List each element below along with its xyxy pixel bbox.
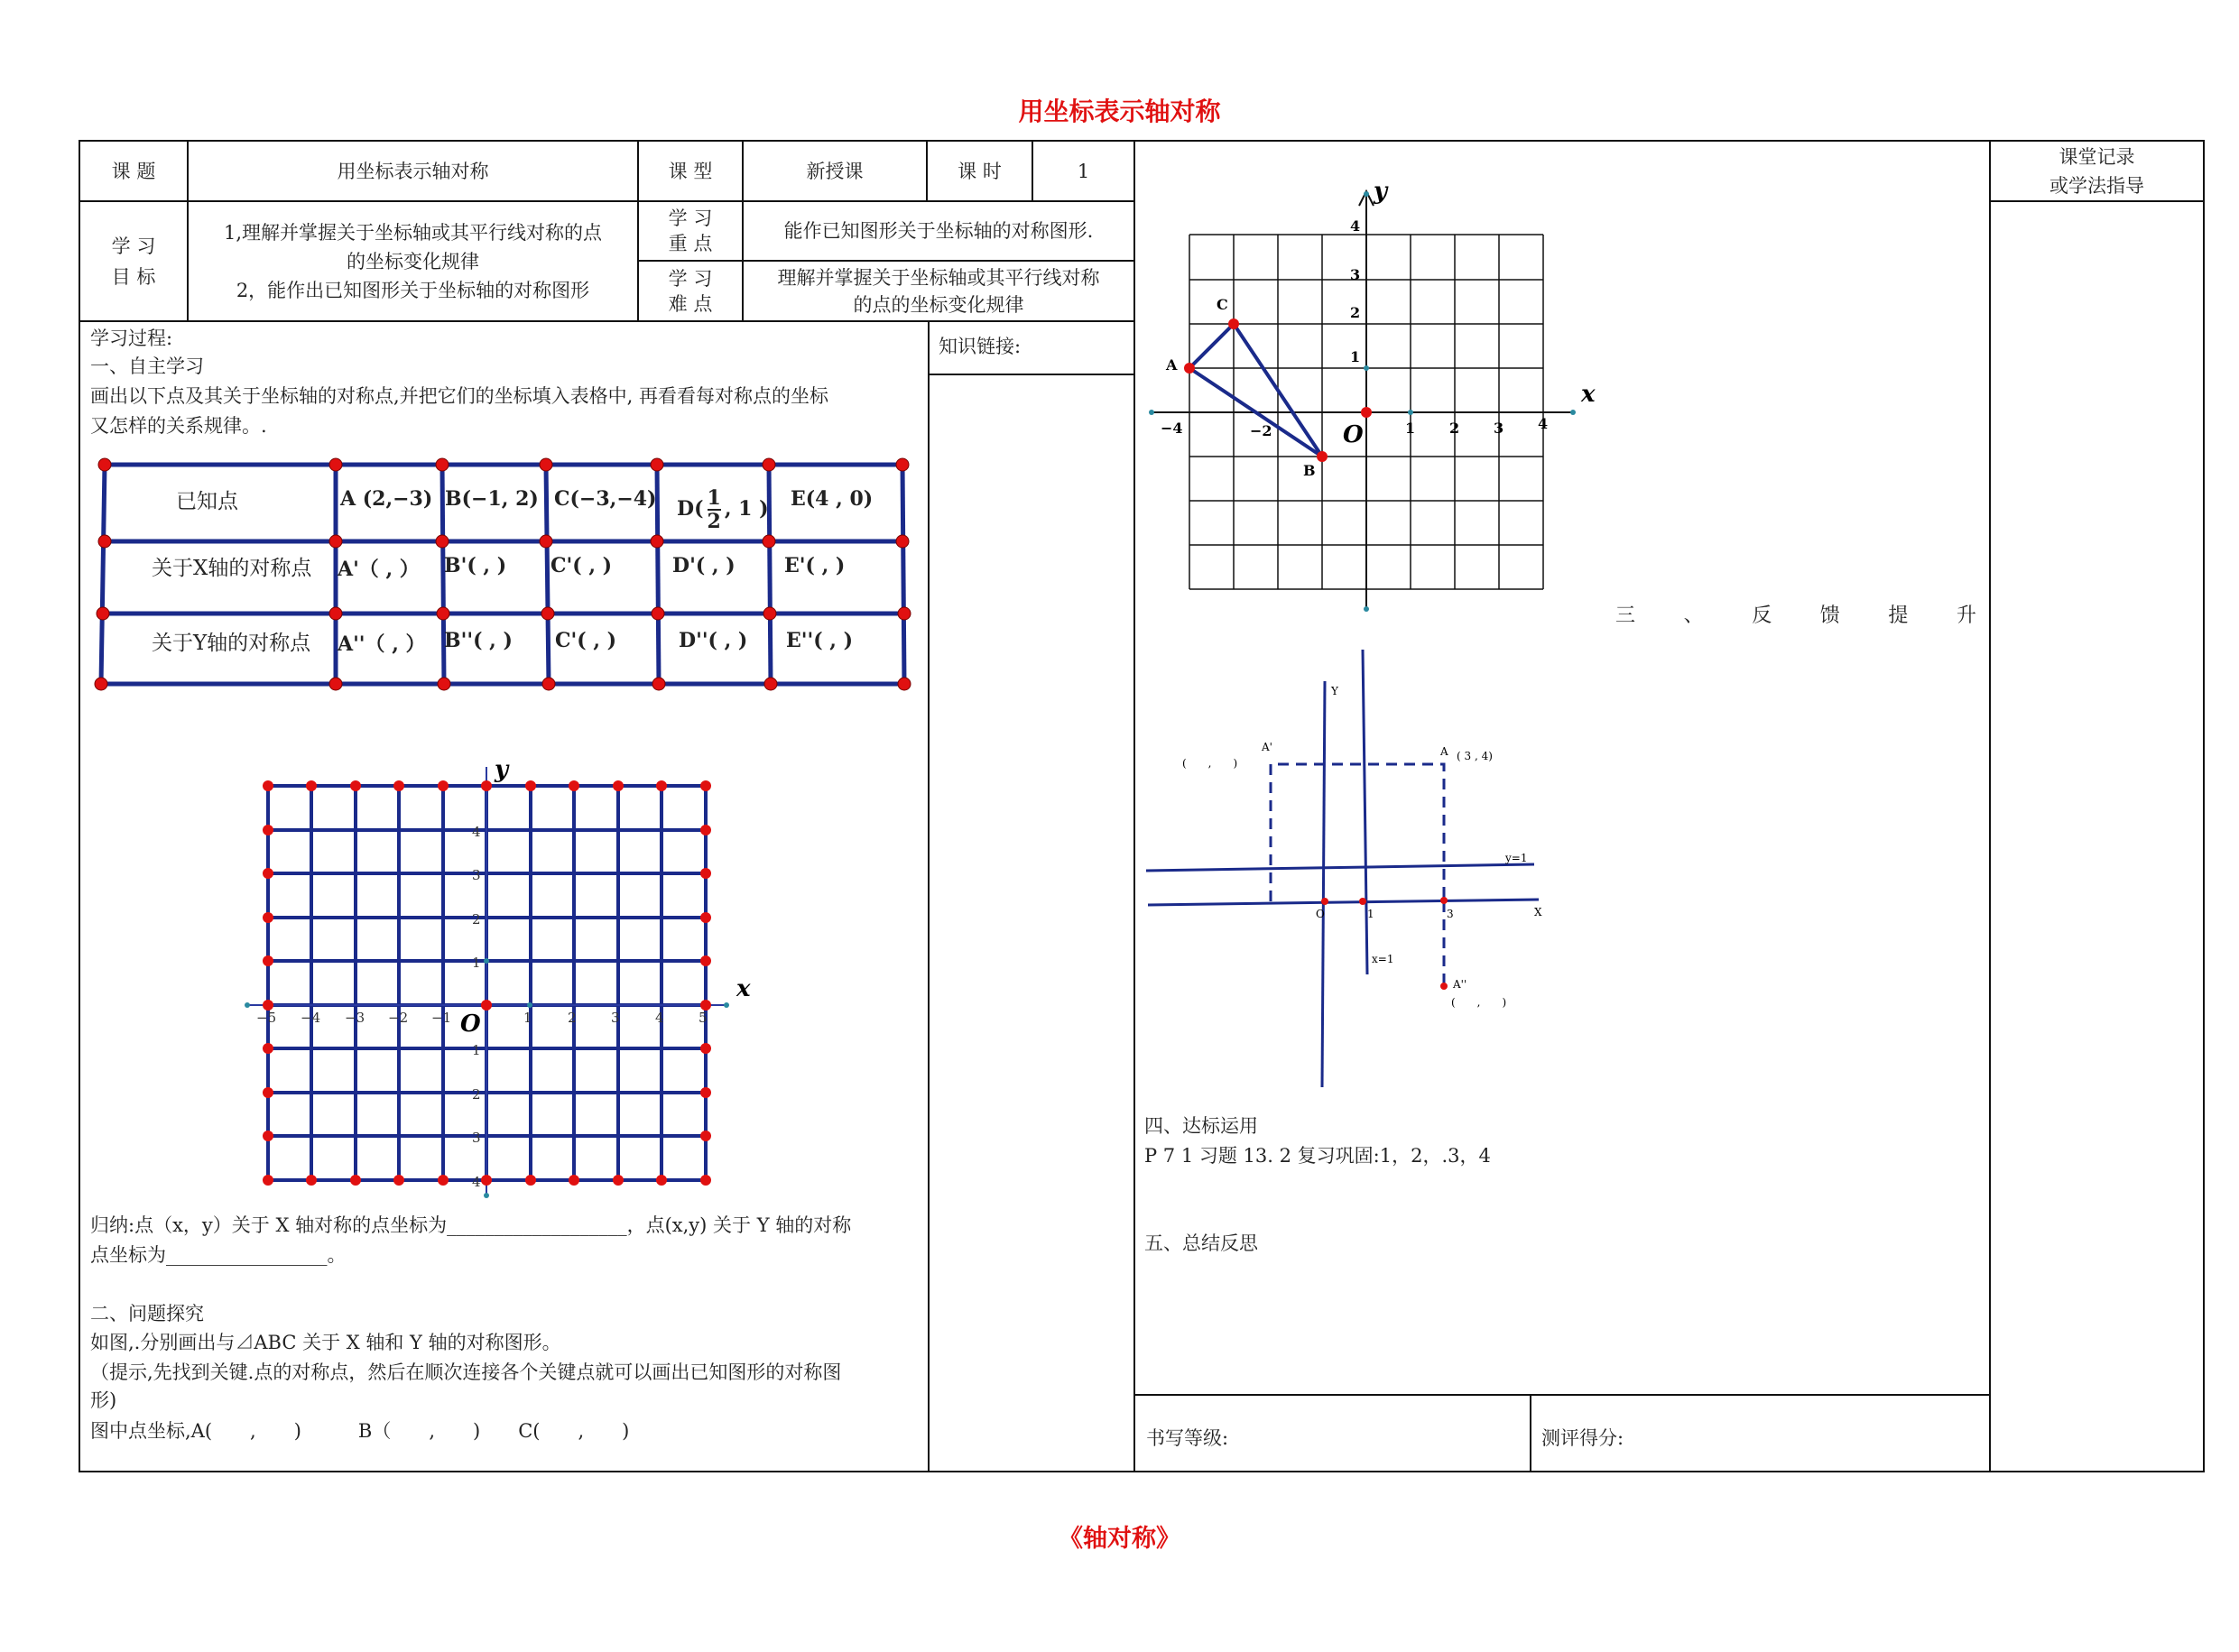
grid2-xtick: −4 xyxy=(1161,420,1183,437)
notes-header xyxy=(1991,142,2203,200)
goals-text xyxy=(189,202,637,320)
y-sym-e: E''( , ) xyxy=(786,629,854,652)
x-sym-d: D'( , ) xyxy=(672,554,736,577)
diagram3-tick-3: 3 xyxy=(1447,908,1454,920)
feedback-char: 反 xyxy=(1752,605,1772,627)
grid2-xtick: −2 xyxy=(1250,422,1272,439)
point-a: A (2,−3) xyxy=(340,487,433,511)
x-sym-b: B'( , ) xyxy=(444,554,507,577)
grid2-xtick: 1 xyxy=(1405,420,1416,437)
a-coord: ( 3 , 4) xyxy=(1457,750,1493,762)
label-b: B xyxy=(1303,462,1316,479)
feedback-char: 升 xyxy=(1956,605,1976,627)
feedback-heading xyxy=(1615,600,1976,628)
goals-label xyxy=(80,202,187,320)
grid1-ytick: 3 xyxy=(472,1130,481,1146)
a-prime-label: A' xyxy=(1262,741,1272,753)
grid1-xtick: 2 xyxy=(568,1010,577,1026)
point-d-numerator: 1 xyxy=(707,486,721,510)
section-2-heading: 二、问题探究 xyxy=(90,1303,204,1324)
coordinate-grid-2 xyxy=(1146,180,1615,623)
x-sym-e: E'( , ) xyxy=(784,554,846,577)
grid2-x-label: x xyxy=(1581,381,1596,408)
point-d xyxy=(677,487,769,532)
grid2-ytick: 3 xyxy=(1350,266,1361,283)
hours-label: 课 时 xyxy=(958,160,1002,182)
diff-label-1: 学 习 xyxy=(668,267,713,290)
x-axis xyxy=(1146,864,1534,871)
grid2-xtick: 2 xyxy=(1449,420,1460,437)
grid2-ytick: 2 xyxy=(1350,304,1361,321)
y-sym-b: B''( , ) xyxy=(444,629,513,652)
diagram3-origin: O xyxy=(1316,908,1325,920)
writing-grade-label: 书写等级: xyxy=(1146,1427,1229,1449)
point-c: C(−3,−4) xyxy=(554,487,657,511)
grid1-x-label: x xyxy=(736,975,751,1002)
feedback-char: 馈 xyxy=(1819,605,1840,627)
diff-value-2: 的点的坐标变化规律 xyxy=(853,293,1024,316)
point-d-suffix: , 1 ) xyxy=(724,497,769,521)
grid1-ytick: 2 xyxy=(472,1086,481,1103)
grid2-ytick: 1 xyxy=(1350,348,1361,365)
diff-value-1: 理解并掌握关于坐标轴或其平行线对称 xyxy=(777,266,1100,289)
notes-label-2: 或学法指导 xyxy=(2049,174,2144,197)
goal-line-3: 2，能作出已知图形关于坐标轴的对称图形 xyxy=(236,279,590,301)
question-line-3: 形) xyxy=(90,1389,117,1411)
topic-value: 用坐标表示轴对称 xyxy=(337,160,489,182)
key-value: 能作已知图形关于坐标轴的对称图形. xyxy=(783,220,1094,242)
feedback-char: 三 xyxy=(1615,605,1636,627)
grid1-xtick: −2 xyxy=(388,1010,409,1026)
grid1-ytick: 3 xyxy=(472,867,481,883)
page-footer: 《轴对称》 xyxy=(1059,1525,1180,1553)
page-title: 用坐标表示轴对称 xyxy=(1018,97,1221,126)
score-label: 测评得分: xyxy=(1541,1427,1624,1449)
grid1-xtick: −1 xyxy=(431,1010,452,1026)
grid1-ytick: 4 xyxy=(472,1174,481,1190)
section-1-heading: 一、自主学习 xyxy=(90,355,204,377)
reflection-diagram xyxy=(1146,645,1561,1096)
a-label: A xyxy=(1440,745,1448,758)
type-value: 新授课 xyxy=(806,160,864,182)
a-prime-coord: ( , ) xyxy=(1182,757,1238,770)
coordinate-grid-1 xyxy=(235,753,776,1204)
row-label-known: 已知点 xyxy=(176,490,238,513)
diagram3-y-label: Y xyxy=(1331,685,1338,697)
row-label-x-sym: 关于X轴的对称点 xyxy=(152,557,312,580)
grid1-xtick: 5 xyxy=(699,1010,708,1026)
grid1-xtick: 1 xyxy=(523,1010,532,1026)
instruction-line-2: 又怎样的关系规律。. xyxy=(90,415,267,437)
grid2-y-label: y xyxy=(1374,180,1388,205)
label-c: C xyxy=(1217,296,1228,313)
grid2-ytick: 4 xyxy=(1350,217,1361,235)
y-sym-a: A''（ , ） xyxy=(338,632,426,656)
grid2-origin: O xyxy=(1343,421,1364,448)
feedback-char: 提 xyxy=(1888,605,1909,627)
goal-line-2: 的坐标变化规律 xyxy=(347,250,479,272)
key-label-1: 学 习 xyxy=(668,208,713,229)
point-e: E(4 , 0) xyxy=(791,487,874,511)
section-4-heading: 四、达标运用 xyxy=(1144,1115,1258,1137)
grid2-xtick: 4 xyxy=(1538,415,1549,432)
diagram3-x-label: X xyxy=(1534,906,1542,918)
difficulty-label xyxy=(639,262,742,320)
question-line-1: 如图,.分别画出与⊿ABC 关于 X 轴和 Y 轴的对称图形。 xyxy=(90,1332,561,1353)
y-sym-d: D''( , ) xyxy=(679,629,748,652)
row-label-y-sym: 关于Y轴的对称点 xyxy=(152,632,311,655)
process-label: 学习过程: xyxy=(90,328,173,349)
diff-label-2: 难 点 xyxy=(668,292,713,315)
grid2-xtick: 3 xyxy=(1494,420,1504,437)
grid1-ytick: 2 xyxy=(472,911,481,928)
key-label xyxy=(639,202,742,260)
goal-line-1: 1,理解并掌握关于坐标轴或其平行线对称的点 xyxy=(223,221,603,244)
feedback-char: 、 xyxy=(1683,605,1704,627)
label-a: A xyxy=(1166,356,1178,374)
key-label-2: 重 点 xyxy=(668,233,713,254)
instruction-line-1: 画出以下点及其关于坐标轴的对称点,并把它们的坐标填入表格中, 再看看每对称点的坐标 xyxy=(90,385,829,407)
type-label: 课 型 xyxy=(668,160,713,182)
x-sym-a: A'（ , ） xyxy=(338,558,420,581)
knowledge-label: 知识链接: xyxy=(939,336,1022,357)
summary-line-1: 归纳:点（x，y）关于 X 轴对称的点坐标为___________________，点(x,y) 关于 Y 轴的对称 xyxy=(90,1214,852,1236)
x-sym-c: C'( , ) xyxy=(550,554,613,577)
point-d-prefix: D( xyxy=(677,497,704,521)
line-y-eq-1-label: y=1 xyxy=(1505,852,1528,864)
x-axis xyxy=(1148,900,1539,905)
point-d-denominator: 2 xyxy=(707,510,721,533)
grid1-xtick: 4 xyxy=(655,1010,664,1026)
goals-label-2: 目 标 xyxy=(111,265,156,288)
grid1-xtick: 3 xyxy=(611,1010,620,1026)
goals-label-1: 学 习 xyxy=(111,235,156,257)
grid1-xtick: −4 xyxy=(301,1010,321,1026)
question-line-4: 图中点坐标,A( , ) B（ , ) C( , ) xyxy=(90,1420,630,1442)
a-double-prime-coord: ( , ) xyxy=(1451,996,1507,1009)
grid1-origin: O xyxy=(460,1011,481,1038)
diagram3-tick-1: 1 xyxy=(1367,908,1374,920)
grid1-xtick: −5 xyxy=(256,1010,277,1026)
y-sym-c: C'( , ) xyxy=(555,629,617,652)
grid1-y-label: y xyxy=(495,756,509,783)
summary-line-2: 点坐标为_________________。 xyxy=(90,1244,347,1266)
line-x-eq-1-label: x=1 xyxy=(1372,953,1394,965)
section-5-heading: 五、总结反思 xyxy=(1144,1232,1258,1254)
difficulty-value xyxy=(744,262,1133,320)
a-double-prime-label: A'' xyxy=(1453,978,1467,991)
grid1-ytick: 1 xyxy=(472,1042,481,1058)
hours-value: 1 xyxy=(1077,160,1090,182)
point-b: B(−1, 2) xyxy=(445,487,539,511)
grid1-ytick: 1 xyxy=(472,955,481,971)
topic-label: 课 题 xyxy=(111,160,156,182)
grid1-xtick: −3 xyxy=(345,1010,365,1026)
question-line-2: （提示,先找到关键.点的对称点，然后在顺次连接各个关键点就可以画出已知图形的对称图 xyxy=(90,1361,842,1383)
grid1-ytick: 4 xyxy=(472,824,481,840)
notes-label-1: 课堂记录 xyxy=(2059,145,2135,168)
exercise-line: P 7 1 习题 13. 2 复习巩固:1，2，.3，4 xyxy=(1144,1145,1491,1167)
